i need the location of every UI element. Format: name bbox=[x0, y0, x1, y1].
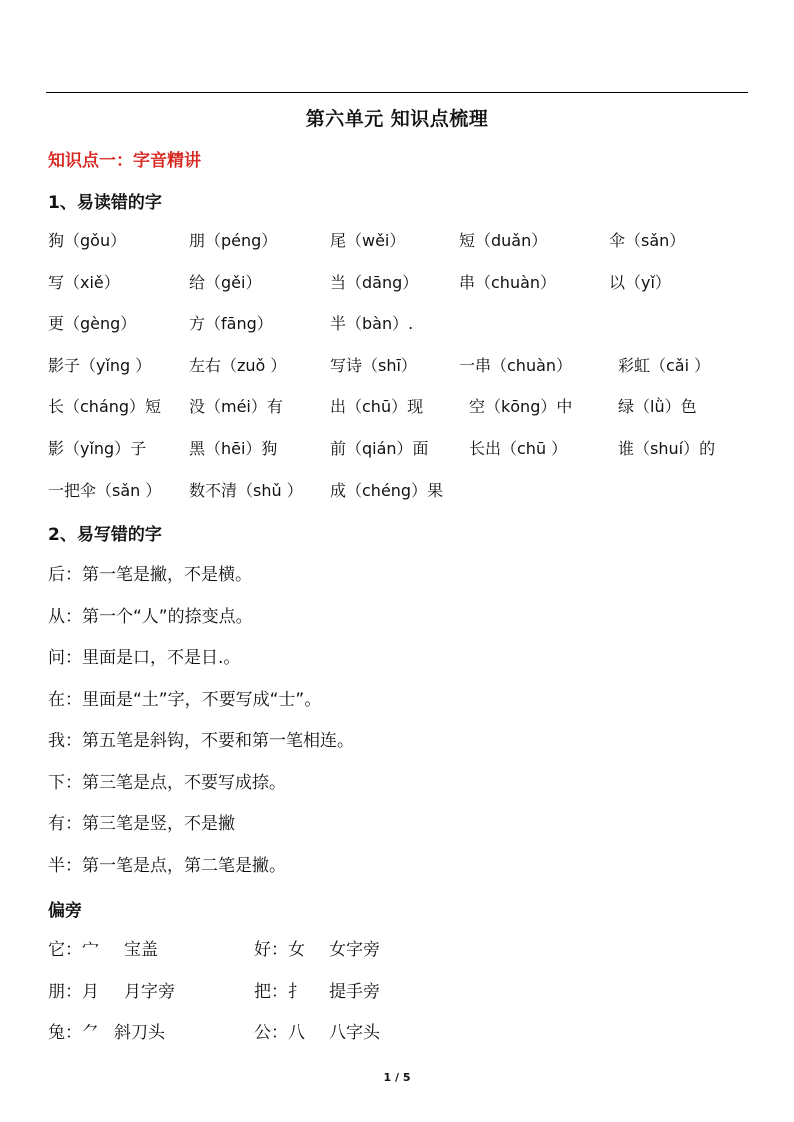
radical-name: 月字旁 bbox=[124, 981, 175, 1002]
list-item: 下：第三笔是点，不要写成捺。 bbox=[48, 772, 286, 793]
reading-cell: 狗（gǒu） bbox=[48, 231, 127, 250]
radical-name: 女字旁 bbox=[329, 940, 380, 960]
page-number: 1 / 5 bbox=[383, 1071, 411, 1084]
radical-name: 提手旁 bbox=[329, 981, 380, 1002]
knowledge-point-heading: 知识点一：字音精讲 bbox=[48, 151, 201, 171]
reading-cell: 成（chéng）果 bbox=[330, 480, 444, 500]
reading-cell: 短（duǎn） bbox=[459, 231, 548, 250]
reading-cell: 左右（zuǒ ） bbox=[189, 355, 287, 375]
reading-cell: 黑（hēi）狗 bbox=[189, 438, 278, 458]
header-rule bbox=[46, 92, 748, 93]
radical-char: 兔：⺈ bbox=[48, 1023, 99, 1043]
reading-cell: 以（yǐ） bbox=[609, 272, 671, 292]
reading-cell: 尾（wěi） bbox=[330, 231, 406, 250]
list-item: 在：里面是“土”字，不要写成“士”。 bbox=[48, 689, 322, 710]
radical-char: 它：宀 bbox=[48, 940, 99, 960]
reading-cell: 半（bàn）. bbox=[330, 314, 414, 334]
reading-cell: 朋（péng） bbox=[189, 231, 278, 250]
reading-cell: 前（qián）面 bbox=[330, 438, 429, 458]
section-heading-easy-misread: 1、易读错的字 bbox=[48, 193, 162, 213]
radicals-heading: 偏旁 bbox=[48, 901, 82, 921]
list-item: 半：第一笔是点，第二笔是撇。 bbox=[48, 855, 286, 876]
reading-cell: 谁（shuí）的 bbox=[618, 438, 716, 458]
reading-cell: 给（gěi） bbox=[189, 272, 262, 292]
reading-cell: 绿（lǜ）色 bbox=[618, 397, 697, 417]
reading-cell: 串（chuàn） bbox=[459, 272, 557, 292]
radical-char: 好：女 bbox=[254, 940, 305, 960]
list-item: 有：第三笔是竖，不是撇 bbox=[48, 814, 235, 834]
reading-cell: 没（méi）有 bbox=[189, 397, 283, 417]
list-item: 从：第一个“人”的捺变点。 bbox=[48, 606, 253, 627]
reading-cell: 一串（chuàn） bbox=[459, 355, 573, 375]
reading-cell: 空（kōng）中 bbox=[469, 397, 573, 417]
list-item: 我：第五笔是斜钩，不要和第一笔相连。 bbox=[48, 731, 354, 751]
reading-cell: 彩虹（cǎi ） bbox=[618, 355, 711, 375]
reading-cell: 更（gèng） bbox=[48, 314, 137, 334]
list-item: 问：里面是口，不是日.。 bbox=[48, 648, 241, 668]
reading-cell: 长（cháng）短 bbox=[48, 397, 162, 417]
reading-cell: 伞（sǎn） bbox=[609, 231, 686, 250]
reading-cell: 影子（yǐng ） bbox=[48, 355, 152, 375]
page-title: 第六单元 知识点梳理 bbox=[305, 108, 489, 130]
reading-cell: 影（yǐng）子 bbox=[48, 438, 147, 458]
radical-char: 朋：月 bbox=[48, 981, 99, 1002]
list-item: 后：第一笔是撇，不是横。 bbox=[48, 565, 252, 585]
reading-cell: 当（dāng） bbox=[330, 272, 419, 292]
reading-cell: 写（xiě） bbox=[48, 272, 120, 292]
reading-cell: 长出（chū ） bbox=[469, 438, 568, 458]
reading-cell: 数不清（shǔ ） bbox=[189, 480, 303, 500]
radical-char: 把：扌 bbox=[254, 981, 305, 1002]
radical-name: 斜刀头 bbox=[114, 1023, 165, 1043]
miswritten-characters-list bbox=[48, 560, 354, 892]
radical-char: 公：八 bbox=[254, 1023, 305, 1043]
reading-cell: 一把伞（sǎn ） bbox=[48, 480, 162, 500]
radical-name: 宝盖 bbox=[124, 940, 158, 960]
section-heading-easy-miswritten: 2、易写错的字 bbox=[48, 525, 162, 545]
radical-name: 八字头 bbox=[329, 1023, 380, 1043]
reading-cell: 方（fāng） bbox=[189, 314, 273, 334]
reading-cell: 写诗（shī） bbox=[330, 355, 417, 375]
reading-cell: 出（chū）现 bbox=[330, 397, 424, 417]
